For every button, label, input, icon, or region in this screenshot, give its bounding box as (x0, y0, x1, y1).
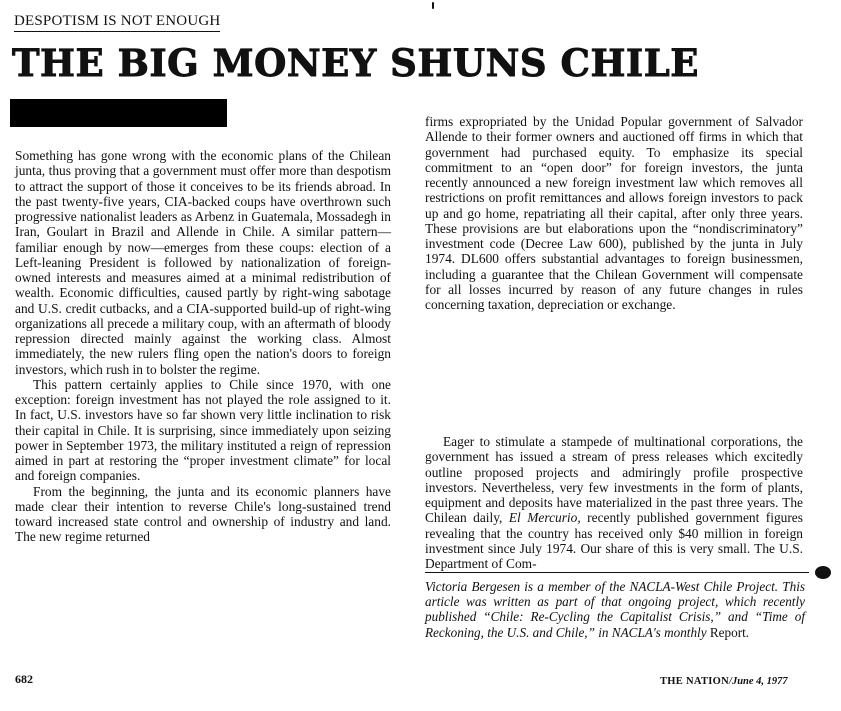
paragraph: This pattern certainly applies to Chile since 1970, with one exception: foreign investment has not played the role assigned to it. In fact, U.S. investors have so far shown very little inclination to risk their capital in Chile. It is surprising, since immediately upon seizing power in September 1973, the military instituted a reign of repression aimed in part at restoring the “proper investment climate” for local and foreign companies. (15, 376, 391, 484)
redaction-bar (10, 99, 227, 127)
section-kicker: DESPOTISM IS NOT ENOUGH (14, 13, 220, 32)
author-note (425, 579, 805, 640)
paragraph (425, 434, 803, 571)
author-note-divider (425, 572, 809, 573)
issue-date: /June 4, 1977 (729, 676, 788, 687)
ink-speck (432, 2, 434, 9)
ink-blot (815, 566, 831, 579)
paragraph: Something has gone wrong with the economic plans of the Chilean junta, thus proving that a government must offer more than despotism to attract the support of those it conceives to be its friends abroad. In the past twenty-five years, CIA-backed coups have overthrown such progressive nationalist leaders as Arbenz in Guatemala, Mossadegh in Iran, Goulart in Brazil and Allende in Chile. A similar pattern—familiar enough by now—emerges from these coups: election of a Left-leaning President is followed by nationalization of foreign-owned interests and measures aimed at a minimal redistribution of wealth. Economic difficulties, caused partly by right-wing sabotage and U.S. credit cutbacks, and a CIA-supported build-up of right-wing organizations all precede a military coup, with an aftermath of bloody repression directed mainly against the working class. Almost immediately, the new rulers fling open the nation's doors to foreign investors, which rush in to bolster the regime. (15, 148, 391, 377)
paragraph: firms expropriated by the Unidad Popular government of Salvador Allende to their former owners and auctioned off firms in which that government had purchased equity. To emphasize its special commitment to an “open door” for foreign investors, the junta recently announced a new foreign investment law which removes all restrictions on profit remittances and allows foreign investors to pack up and go home, repatriating all their capital, after only three years. These provisions are but elaborations upon the “nondiscriminatory” investment code (Decree Law 600), published by the junta in July 1974. DL600 offers substantial advantages to foreign businessmen, including a guarantee that the Chilean Government will compensate for all losses incurred by reason of any future changes in rules concerning taxation, depreciation or exchange. (425, 114, 803, 312)
left-column (15, 148, 391, 545)
right-column-bottom (425, 434, 803, 571)
newspaper-name: El Mercurio, (508, 510, 581, 526)
page-number: 682 (15, 672, 33, 686)
magazine-name: THE NATION (660, 676, 730, 687)
article-headline: THE BIG MONEY SHUNS CHILE (12, 41, 699, 85)
paragraph: From the beginning, the junta and its economic planners have made clear their intention to reverse Chile's long-sustained trend toward increased state control and ownership of industry and land. The new regime returned (15, 483, 391, 545)
paragraph-text: Eager to stimulate a stampede of multinational corporations, the government has issued a stream of press releases which excitedly outline proposed projects and admiringly profile prospective investors. Nevertheless, very few investments in the form of plants, equipment and deposits have materialized in the past three years. The Chilean daily, (425, 434, 803, 526)
page-footer (660, 676, 788, 687)
publication-name: Report. (709, 624, 750, 640)
right-column-top (425, 114, 803, 312)
author-note-text: Victoria Bergesen is a member of the NACLA-West Chile Project. This article was written as part of that ongoing project, which recently published “Chile: Re-Cycling the Capitalist Crisis,” and “Time of Reckoning, the U.S. and Chile,” in NACLA's monthly (425, 579, 805, 640)
paragraph-text: recently published government figures revealing that the country has received only $40 million in foreign investment since July 1974. Our share of this is very small. The U.S. Department of Com- (425, 510, 803, 571)
